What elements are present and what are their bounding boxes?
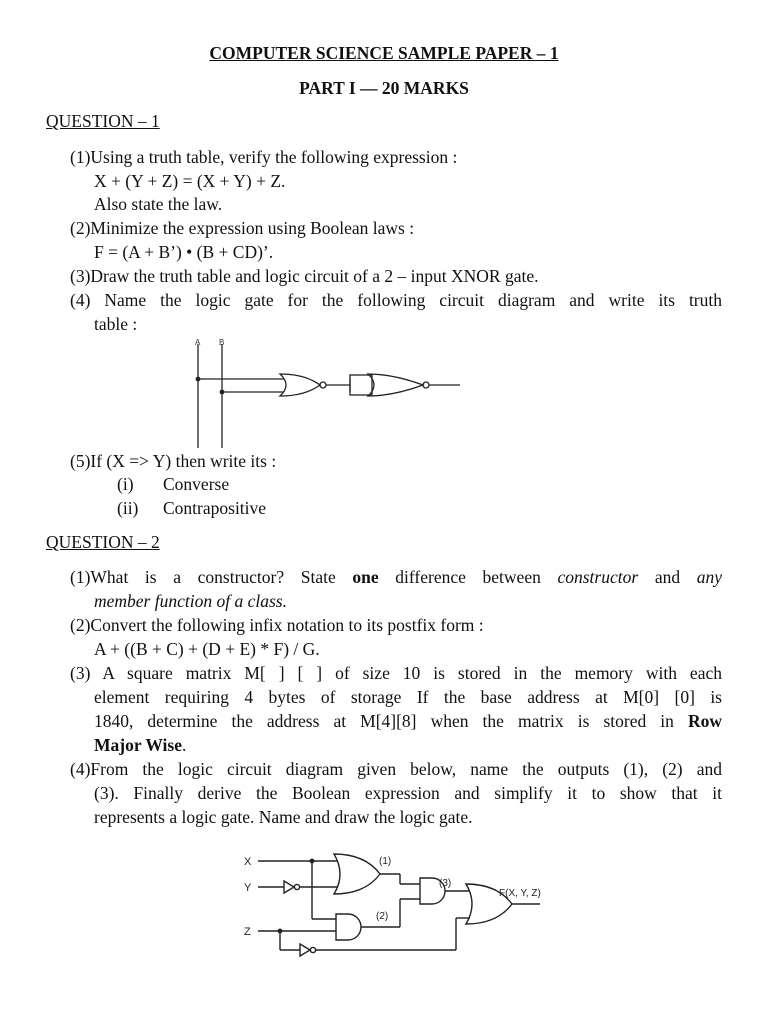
q2-item-2-text: (2)Convert the following infix notation to its postfix form : bbox=[70, 615, 484, 635]
q1-item-1-text: (1)Using a truth table, verify the following expression : bbox=[70, 147, 458, 167]
nor-gate-2-body bbox=[368, 374, 423, 396]
not-gate-y bbox=[284, 881, 294, 893]
input-y-label: Y bbox=[244, 882, 252, 894]
output-2-label: (2) bbox=[376, 911, 389, 922]
input-z-label: Z bbox=[244, 926, 251, 938]
junction-a bbox=[196, 377, 201, 382]
q2-item-3-text-line-4: Major Wise. bbox=[94, 735, 187, 755]
output-f-label: F(X, Y, Z) bbox=[499, 888, 541, 899]
q1-item-5-roman-2: (ii) bbox=[117, 498, 139, 518]
junction-x bbox=[310, 859, 315, 864]
q2-item-1-text-cont: member function of a class. bbox=[94, 591, 287, 611]
nor-gate-1-body bbox=[280, 374, 320, 396]
question-2-heading: QUESTION – 2 bbox=[46, 532, 160, 552]
q1-item-1-law: Also state the law. bbox=[94, 194, 223, 214]
input-x-label: X bbox=[244, 856, 252, 868]
part-heading: PART I — 20 MARKS bbox=[299, 78, 469, 98]
q2-item-4-text-line-3: represents a logic gate. Name and draw the logic gate. bbox=[94, 807, 473, 827]
page-title: COMPUTER SCIENCE SAMPLE PAPER – 1 bbox=[209, 43, 559, 63]
q1-item-3-text: (3)Draw the truth table and logic circuit of a 2 – input XNOR gate. bbox=[70, 266, 539, 286]
q2-item-2-expression: A + ((B + C) + (D + E) * F) / G. bbox=[94, 639, 320, 659]
q1-item-4-text: (4) Name the logic gate for the following circuit diagram and write its truth bbox=[70, 290, 722, 310]
q2-item-4-text-line-2: (3). Finally derive the Boolean expression and simplify it to show that it bbox=[94, 783, 722, 803]
buffer-box bbox=[350, 375, 372, 395]
output-3-label: (3) bbox=[439, 878, 452, 889]
q1-item-5-option-1: Converse bbox=[163, 474, 230, 494]
q1-circuit-figure bbox=[180, 334, 475, 450]
q1-item-2-text: (2)Minimize the expression using Boolean laws : bbox=[70, 218, 415, 238]
q2-item-3-text-line-3: 1840, determine the address at M[4][8] when the matrix is stored in Row bbox=[94, 711, 722, 731]
q2-item-4-text: (4)From the logic circuit diagram given below, name the outputs (1), (2) and bbox=[70, 759, 722, 779]
q2-item-3-text: (3) A square matrix M[ ] [ ] of size 10 is stored in the memory with each bbox=[70, 663, 722, 683]
or-gate-1 bbox=[334, 854, 380, 894]
q1-item-1-expression: X + (Y + Z) = (X + Y) + Z. bbox=[94, 171, 286, 191]
input-b-label: B bbox=[219, 338, 225, 347]
output-1-label: (1) bbox=[379, 856, 392, 867]
q2-item-3-text-line-2: element requiring 4 bytes of storage If the base address at M[0] [0] is bbox=[94, 687, 722, 707]
q1-item-5-option-2: Contrapositive bbox=[163, 498, 267, 518]
q1-item-5-text: (5)If (X => Y) then write its : bbox=[70, 451, 277, 471]
q1-item-4-text-cont: table : bbox=[94, 314, 138, 334]
q1-item-5-roman-1: (i) bbox=[117, 474, 134, 494]
q2-item-1-text: (1)What is a constructor? State one difference between constructor and any bbox=[70, 567, 723, 587]
q2-logic-circuit-figure bbox=[240, 846, 560, 968]
and-gate-2 bbox=[336, 914, 361, 940]
not-gate-z bbox=[300, 944, 310, 956]
q1-item-2-expression: F = (A + B’) • (B + CD)’. bbox=[94, 242, 274, 262]
question-1-heading: QUESTION – 1 bbox=[46, 111, 160, 131]
junction-z bbox=[278, 929, 283, 934]
junction-b bbox=[220, 390, 225, 395]
input-a-label: A bbox=[195, 338, 201, 347]
